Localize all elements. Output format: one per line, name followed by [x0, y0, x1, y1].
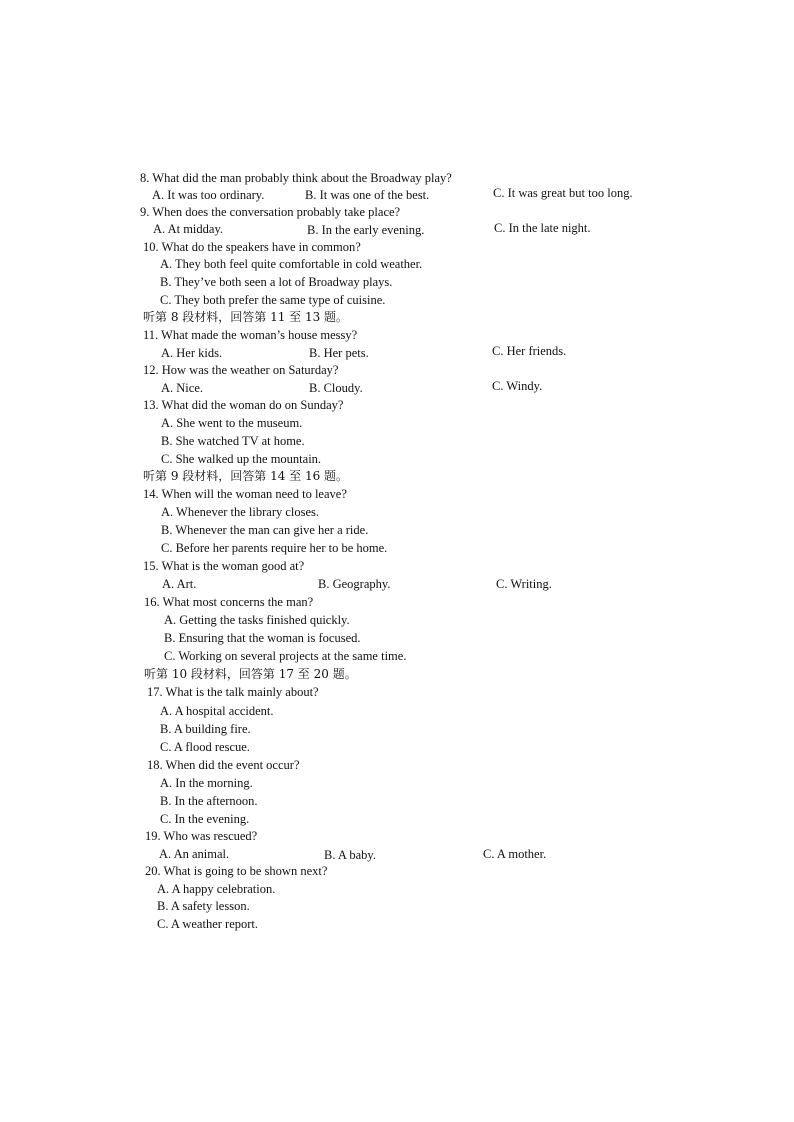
question-stem: 11. What made the woman’s house messy? — [143, 328, 358, 342]
answer-option: C. A mother. — [483, 847, 547, 861]
answer-option: A. Whenever the library closes. — [161, 505, 320, 519]
answer-option: B. A safety lesson. — [157, 899, 250, 913]
answer-option: A. A hospital accident. — [160, 704, 274, 718]
question-stem: 20. What is going to be shown next? — [145, 864, 328, 878]
answer-option: C. Writing. — [496, 577, 552, 591]
answer-option: C. A weather report. — [157, 917, 259, 931]
answer-option: B. Cloudy. — [309, 381, 363, 395]
answer-option: B. In the early evening. — [307, 223, 425, 237]
answer-option: B. It was one of the best. — [305, 188, 430, 202]
question-stem: 13. What did the woman do on Sunday? — [143, 398, 344, 412]
question-stem: 9. When does the conversation probably take place? — [140, 205, 401, 219]
question-stem: 8. What did the man probably think about the Broadway play? — [140, 171, 452, 185]
answer-option: C. She walked up the mountain. — [161, 452, 322, 466]
answer-option: A. A happy celebration. — [157, 882, 276, 896]
answer-option: B. They’ve both seen a lot of Broadway plays. — [160, 275, 393, 289]
answer-option: A. It was too ordinary. — [152, 188, 265, 202]
question-stem: 14. When will the woman need to leave? — [143, 487, 347, 501]
answer-option: C. In the late night. — [494, 221, 591, 235]
answer-option: B. In the afternoon. — [160, 794, 258, 808]
answer-option: A. Nice. — [161, 381, 203, 395]
question-stem: 16. What most concerns the man? — [144, 595, 314, 609]
section-instruction: 听第 9 段材料，回答第 14 至 16 题。 — [143, 469, 349, 483]
question-stem: 15. What is the woman good at? — [143, 559, 305, 573]
answer-option: B. Geography. — [318, 577, 391, 591]
answer-option: A. Her kids. — [161, 346, 223, 360]
answer-option: B. Ensuring that the woman is focused. — [164, 631, 361, 645]
answer-option: C. Windy. — [492, 379, 543, 393]
answer-option: C. Her friends. — [492, 344, 567, 358]
answer-option: C. They both prefer the same type of cuisine. — [160, 293, 386, 307]
section-instruction: 听第 10 段材料，回答第 17 至 20 题。 — [144, 667, 357, 681]
question-stem: 19. Who was rescued? — [145, 829, 258, 843]
answer-option: A. An animal. — [159, 847, 230, 861]
section-instruction: 听第 8 段材料，回答第 11 至 13 题。 — [143, 310, 349, 324]
answer-option: B. A baby. — [324, 848, 376, 862]
answer-option: B. She watched TV at home. — [161, 434, 305, 448]
answer-option: A. They both feel quite comfortable in cold weather. — [160, 257, 423, 271]
answer-option: A. Getting the tasks finished quickly. — [164, 613, 350, 627]
question-stem: 18. When did the event occur? — [147, 758, 300, 772]
answer-option: B. Her pets. — [309, 346, 369, 360]
question-stem: 10. What do the speakers have in common? — [143, 240, 361, 254]
question-stem: 12. How was the weather on Saturday? — [143, 363, 339, 377]
question-stem: 17. What is the talk mainly about? — [147, 685, 319, 699]
answer-option: C. It was great but too long. — [493, 186, 633, 200]
answer-option: C. In the evening. — [160, 812, 250, 826]
answer-option: C. Working on several projects at the same time. — [164, 649, 407, 663]
answer-option: A. In the morning. — [160, 776, 253, 790]
answer-option: A. She went to the museum. — [161, 416, 303, 430]
answer-option: C. A flood rescue. — [160, 740, 250, 754]
answer-option: C. Before her parents require her to be home. — [161, 541, 388, 555]
answer-option: B. A building fire. — [160, 722, 251, 736]
answer-option: A. At midday. — [153, 222, 224, 236]
answer-option: A. Art. — [162, 577, 197, 591]
answer-option: B. Whenever the man can give her a ride. — [161, 523, 369, 537]
